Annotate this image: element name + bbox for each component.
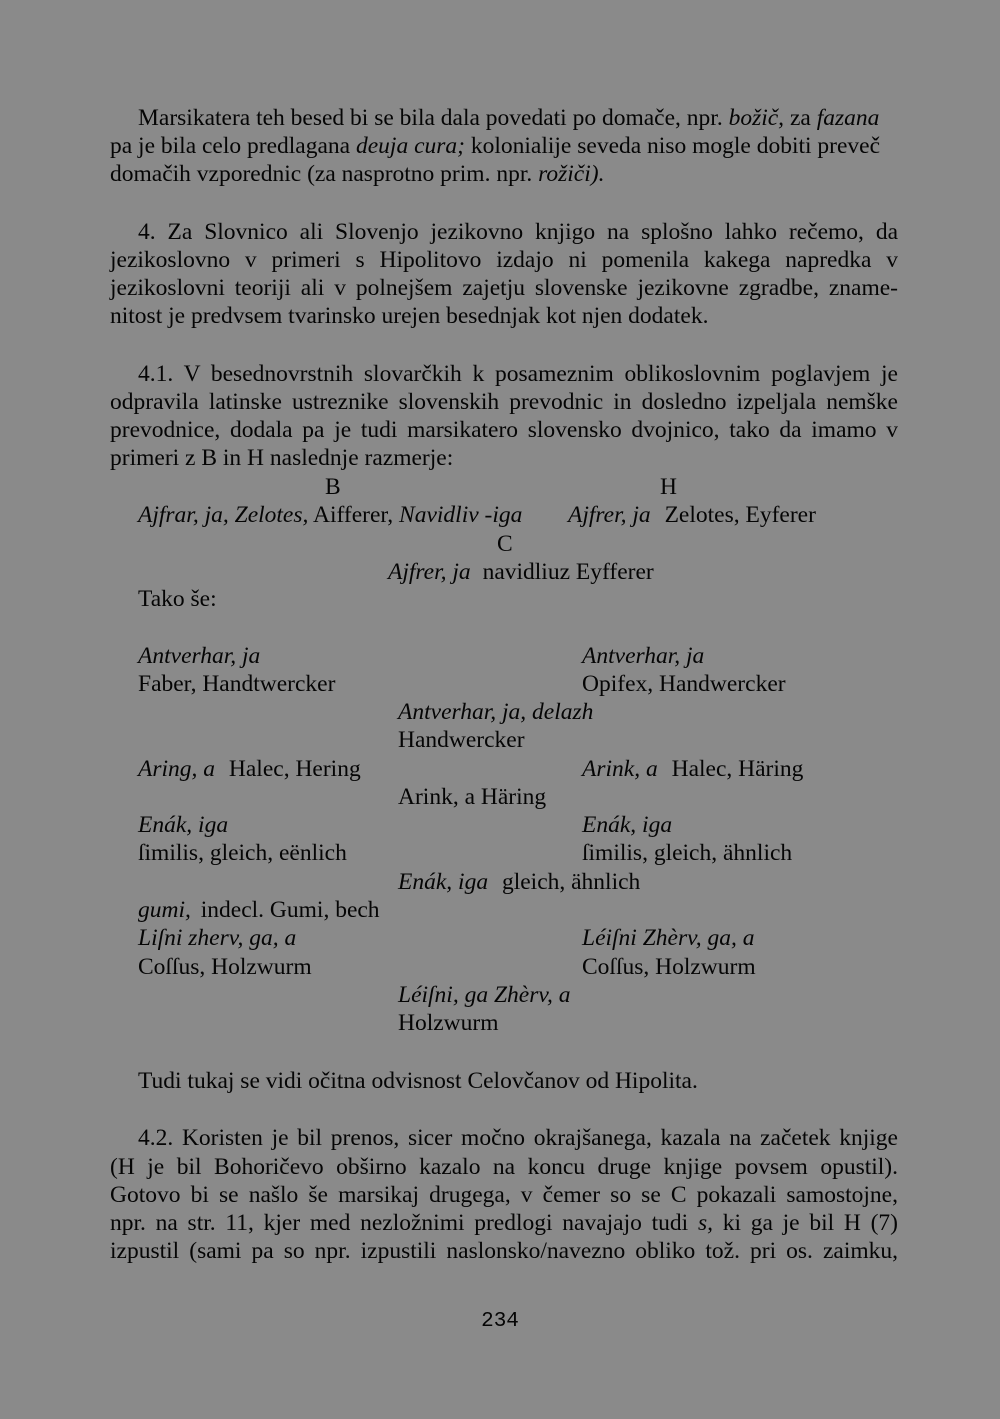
p3-line-2: odpravila latinske ustreznike slovenskih prevodnic in dosledno izpeljala nemške (110, 389, 898, 415)
entry-b-lisni-gloss: Coſſus, Holzwurm (138, 954, 312, 980)
text: Halec, Häring (671, 756, 804, 782)
entry-h-leisni-gloss: Coſſus, Holzwurm (582, 954, 756, 980)
p3-line-1: 4.1. V besednovrstnih slovarčkih k posameznim oblikoslovnim poglavjem je (138, 361, 898, 387)
entry-c-antverhar-gloss: Handwercker (398, 727, 525, 753)
entry-h-antverhar-head: Antverhar, ja (582, 643, 705, 669)
text: Aifferer, (312, 502, 394, 528)
text: kolonialije seveda niso mogle dobiti preveč (470, 133, 881, 159)
entry-b-gumi (138, 896, 380, 924)
entry-c-leisni-gloss: Holzwurm (398, 1010, 499, 1036)
text: ki ga je bil H (7) (722, 1210, 899, 1236)
text: pa je bila celo predlagana (110, 133, 351, 159)
text-italic: gumi, (138, 897, 191, 923)
entry-h-row-1 (568, 501, 816, 529)
p5-line-4 (110, 1209, 898, 1237)
entry-c-antverhar-head: Antverhar, ja, delazh (398, 699, 594, 725)
tako-label: Tako še: (138, 586, 217, 612)
p3-line-3: prevodnice, dodala pa je tudi marsikatero slovensko dvojnico, tako da imamo v (110, 417, 898, 443)
entry-c-row-1 (388, 558, 654, 586)
p4-line-1: Tudi tukaj se vidi očitna odvisnost Celovčanov od Hipolita. (138, 1068, 698, 1094)
text-italic: Arink, a (582, 756, 658, 782)
text-italic: božič, (728, 105, 785, 131)
text-italic: Ajfrar, ja, Zelotes, (138, 502, 309, 528)
text-italic: Navidliv -iga (399, 502, 523, 528)
column-head-b: B (325, 474, 341, 500)
entry-b-lisni-head: Liſni zherv, ga, a (138, 925, 297, 951)
p3-line-4: primeri z B in H naslednje razmerje: (110, 445, 454, 471)
entry-h-enak-gloss: ſimilis, gleich, ähnlich (582, 840, 793, 866)
p1-line-2 (110, 132, 880, 160)
entry-b-row-1 (138, 501, 522, 529)
text: navidliuz Eyfferer (482, 559, 654, 585)
entry-b-antverhar-head: Antverhar, ja (138, 643, 261, 669)
text-italic: deuja cura; (355, 133, 465, 159)
text-italic: Enák, iga (398, 869, 489, 895)
text-italic: s, (697, 1210, 713, 1236)
page-number: 234 (481, 1310, 519, 1333)
entry-c-arink: Arink, a Häring (398, 784, 547, 810)
text: Marsikatera teh besed bi se bila dala povedati po domače, npr. (138, 105, 723, 131)
p2-line-3: jezikoslovni teoriji ali v polnejšem zajetju slovenske jezikovne zgradbe, zname- (110, 275, 898, 301)
entry-h-arink (582, 755, 803, 783)
p5-line-3: Gotovo bi se našlo še marsikaj drugega, v čemer so se C pokazali samostojne, (110, 1182, 898, 1208)
text: indecl. Gumi, bech (200, 897, 380, 923)
p1-line-1 (138, 104, 879, 132)
p2-line-2: jezikoslovno v primeri s Hipolitovo izdajo ni pomenila kakega napredka v (110, 247, 898, 273)
entry-h-leisni-head: Léiſni Zhèrv, ga, a (582, 925, 755, 951)
entry-c-leisni-head: Léiſni, ga Zhèrv, a (398, 982, 571, 1008)
text-italic: Aring, a (138, 756, 216, 782)
entry-c-enak (398, 868, 640, 896)
entry-h-antverhar-gloss: Opifex, Handwercker (582, 671, 786, 697)
column-head-c: C (497, 531, 513, 557)
text-italic: Ajfrer, ja (388, 559, 471, 585)
entry-b-enak-gloss: ſimilis, gleich, eënlich (138, 840, 347, 866)
text: npr. na str. 11, kjer med nezložnimi predlogi navajajo tudi (110, 1210, 689, 1236)
column-head-h: H (660, 474, 677, 500)
p1-line-3 (110, 160, 604, 188)
entry-b-aring (138, 755, 361, 783)
p5-line-1: 4.2. Koristen je bil prenos, sicer močno okrajšanega, kazala na začetek knjige (138, 1125, 898, 1151)
text: Zelotes, Eyferer (664, 502, 816, 528)
p2-line-4: nitost je predvsem tvarinsko urejen besednjak kot njen dodatek. (110, 303, 709, 329)
text: domačih vzporednic (za nasprotno prim. npr. (110, 161, 533, 187)
p2-line-1: 4. Za Slovnico ali Slovenjo jezikovno knjigo na splošno lahko rečemo, da (138, 219, 898, 245)
entry-h-enak-head: Enák, iga (582, 812, 673, 838)
text-italic: rožiči). (538, 161, 605, 187)
entry-b-antverhar-gloss: Faber, Handtwercker (138, 671, 336, 697)
text-italic: Ajfrer, ja (568, 502, 651, 528)
entry-b-enak-head: Enák, iga (138, 812, 229, 838)
p5-line-2: (H je bil Bohoričevo obširno kazalo na koncu druge knjige povsem opustil). (110, 1154, 898, 1180)
text: za (789, 105, 811, 131)
text: Halec, Hering (228, 756, 361, 782)
text-italic: fazana (816, 105, 880, 131)
text: gleich, ähnlich (501, 869, 641, 895)
p5-line-5: izpustil (sami pa so npr. izpustili naslonsko/navezno obliko tož. pri os. zaimku, (110, 1238, 898, 1264)
